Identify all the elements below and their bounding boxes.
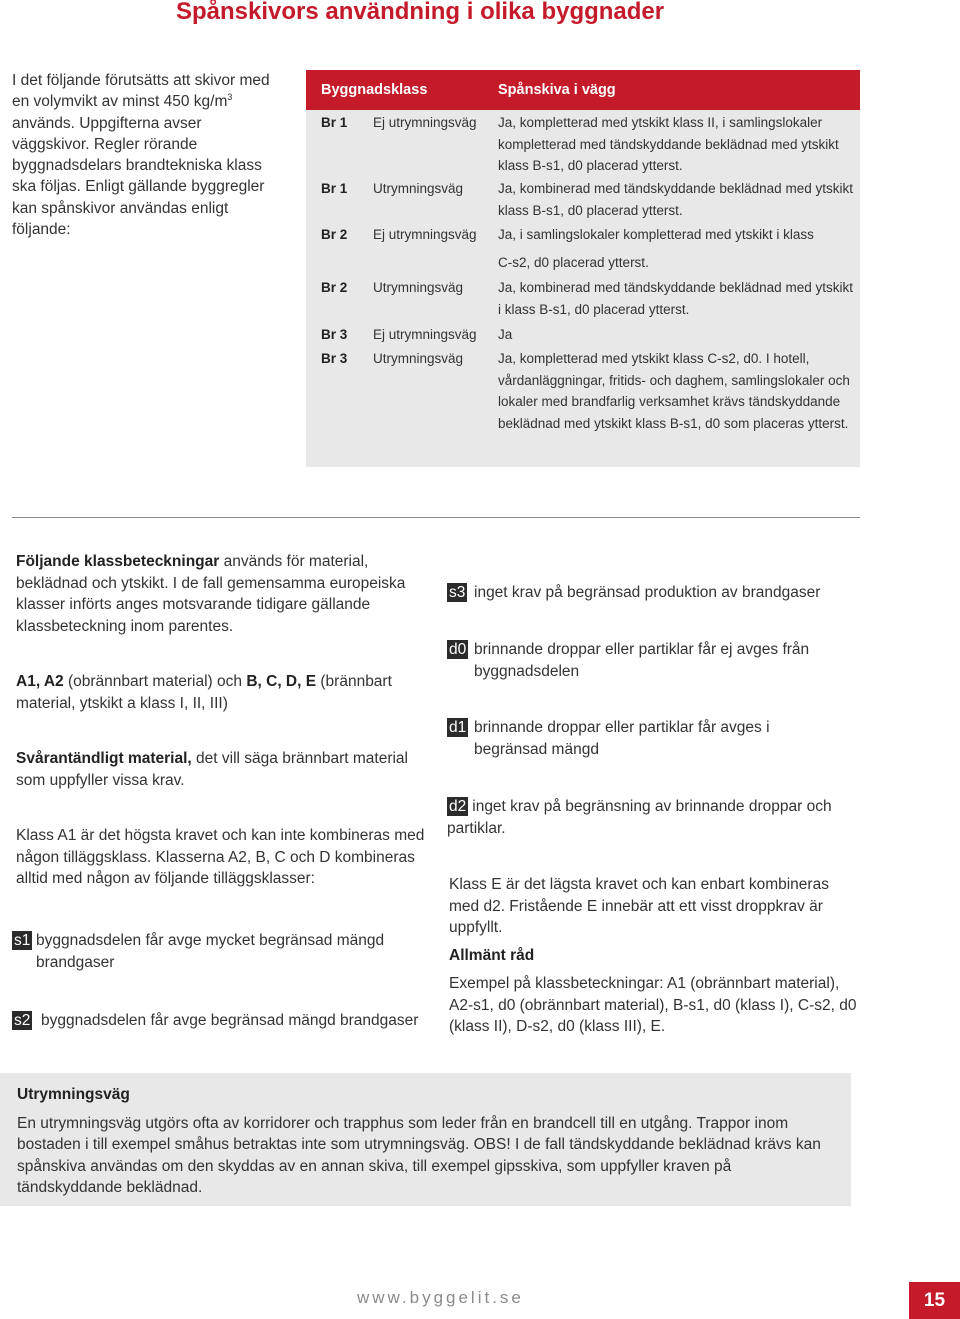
escape-route-text: En utrymningsväg utgörs ofta av korridorer och trapphus som leder från en brandcell till en utgång. Trappor inom bostaden i till exempel småhus betraktas inte som utrymningsväg. OBS! I de fall tändskyddande beklädnad krävs kan spånskiva användas om den skyddas av en annan skiva, till exempel gipsskiva, som uppfyller kraven på tändskyddande beklädnad.: [17, 1115, 821, 1196]
intro-superscript: 3: [227, 92, 233, 103]
intro-part1: I det följande förutsätts att skivor med en volymvikt av minst 450 kg/m: [12, 72, 270, 111]
cell-description: Ja, kombinerad med tändskyddande beklädnad med ytskikt klass B-s1, d0 placerad ytterst.: [498, 181, 853, 218]
cell-description: Ja, i samlingslokaler kompletterad med ytskikt i klass: [498, 227, 814, 242]
cell-route-type: Utrymningsväg: [373, 280, 464, 295]
escape-route-box: [0, 1073, 851, 1206]
definition-s3: inget krav på begränsad produktion av brandgaser: [474, 584, 821, 601]
cell-route-type: Ej utrymningsväg: [373, 227, 477, 242]
noncombustible-paragraph: [16, 671, 436, 714]
class-a1-paragraph: Klass A1 är det högsta kravet och kan inte kombineras med någon tilläggsklass. Klasserna A2, B, C och D kombineras alltid med någon av följande tilläggsklasser:: [16, 827, 425, 887]
intro-part2: används. Uppgifterna avser väggskivor. Regler rörande byggnadsdelars brandtekniska klass ska följas. Enligt gällande byggregler kan spånskivor användas enligt följande:: [12, 114, 265, 239]
cell-building-class: Br 3: [321, 327, 348, 342]
classification-intro-rest: används för material, beklädnad och ytskikt. I de fall gemensamma europeiska klasser införts anges motsvarande tidigare gällande klassbeteckning inom parentes.: [16, 553, 406, 635]
definition-s1: byggnadsdelen får avge mycket begränsad mängd brandgaser: [36, 932, 385, 971]
cell-building-class: Br 3: [321, 351, 348, 366]
class-b-rest: (brännbart material, ytskikt a klass I, II, III): [16, 673, 392, 712]
definition-d2-text: inget krav på begränsning av brinnande droppar och partiklar.: [447, 798, 832, 837]
cell-description: Ja: [498, 327, 513, 342]
definition-d0: brinnande droppar eller partiklar får ej avges från byggnadsdelen: [474, 641, 810, 680]
cell-route-type: Utrymningsväg: [373, 351, 464, 366]
usage-table: [306, 70, 860, 467]
intro-text: [12, 70, 274, 240]
badge-d0: d0: [449, 641, 467, 658]
cell-route-type: Ej utrymningsväg: [373, 115, 477, 130]
cell-building-class: Br 2: [321, 280, 348, 295]
classification-intro: [16, 551, 436, 637]
escape-route-title: Utrymningsväg: [17, 1086, 130, 1103]
definition-d2: [447, 796, 859, 839]
flame-retardant-paragraph: [16, 748, 436, 791]
section-divider: [12, 517, 860, 518]
cell-description: Ja, kompletterad med ytskikt klass C-s2, d0. I hotell, vårdanläggningar, fritids- och daghem, samlingslokaler och lokaler med brandfarlig verksamhet krävs tändskyddande beklädnad med ytskikt klass B-s1, d0 som placeras ytterst.: [498, 351, 850, 431]
definition-d1: brinnande droppar eller partiklar får avges i begränsad mängd: [474, 719, 770, 758]
badge-d1: d1: [449, 719, 467, 736]
cell-description-continued: C-s2, d0 placerad ytterst.: [498, 255, 649, 270]
advice-title: Allmänt råd: [449, 947, 535, 964]
class-a-bold: A1, A2: [16, 673, 64, 690]
class-e-paragraph: Klass E är det lägsta kravet och kan enbart kombineras med d2. Fristående E innebär att ett visst droppkrav är uppfyllt.: [449, 876, 829, 936]
cell-building-class: Br 1: [321, 181, 348, 196]
class-s3-definition: [447, 582, 859, 604]
advice-text: Exempel på klassbeteckningar: A1 (obrännbart material), A2-s1, d0 (obrännbart material), B-s1, d0 (klass I), C-s2, d0 (klass II), D-s2, d0 (klass III), E.: [449, 975, 857, 1035]
badge-s1: s1: [14, 932, 31, 949]
class-a-mid: (obrännbart material) och: [63, 673, 247, 690]
flame-retardant-rest: det vill säga brännbart material som uppfyller vissa krav.: [16, 750, 408, 789]
header-chipboard-wall: Spånskiva i vägg: [498, 82, 616, 98]
class-s2-definition: [12, 1010, 442, 1032]
page-number: 15: [909, 1282, 960, 1319]
page-title: Spånskivors användning i olika byggnader: [176, 0, 665, 25]
class-d1-definition: [447, 717, 859, 758]
cell-description: Ja, kombinerad med tändskyddande beklädnad med ytskikt i klass B-s1, d0 placerad ytterst.: [498, 280, 853, 317]
class-s1-definition: [12, 930, 432, 971]
cell-route-type: Utrymningsväg: [373, 181, 464, 196]
website-link[interactable]: www.byggelit.se: [357, 1288, 524, 1307]
badge-s3: s3: [449, 584, 466, 601]
badge-s2: s2: [14, 1012, 31, 1029]
badge-d2: d2: [449, 798, 467, 815]
classification-intro-bold: Följande klassbeteckningar: [16, 553, 220, 570]
cell-building-class: Br 2: [321, 227, 348, 242]
flame-retardant-bold: Svårantändligt material,: [16, 750, 192, 767]
cell-description: Ja, kompletterad med ytskikt klass II, i samlingslokaler kompletterad med tändskyddande beklädnad med ytskikt klass B-s1, d0 placerad ytterst.: [498, 115, 839, 173]
left-column: [16, 551, 436, 890]
header-building-class: Byggnadsklass: [321, 82, 428, 98]
class-d0-definition: [447, 639, 859, 680]
cell-route-type: Ej utrymningsväg: [373, 327, 477, 342]
class-b-bold: B, C, D, E: [246, 673, 317, 690]
definition-s2: byggnadsdelen får avge begränsad mängd brandgaser: [41, 1012, 419, 1029]
cell-building-class: Br 1: [321, 115, 348, 130]
table-header: [306, 70, 860, 110]
